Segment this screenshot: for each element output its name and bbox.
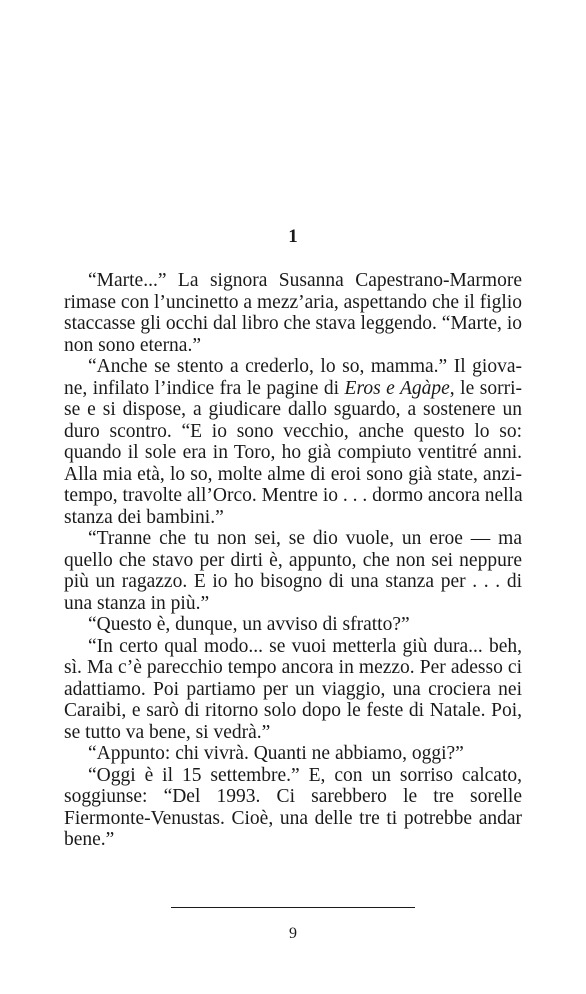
text-line — [64, 485, 522, 507]
text-line — [64, 421, 522, 443]
footer-rule — [171, 907, 415, 908]
text-run: sì. Ma c’è parecchio tempo ancora in mezzo. Per adesso ci — [64, 657, 522, 678]
text-line — [64, 786, 522, 808]
text-run: , le sorri- — [449, 377, 522, 399]
text-run: Caraibi, e sarò di ritorno solo dopo le feste di Natale. Poi, — [64, 700, 522, 721]
text-run: non sono eterna.” — [64, 334, 201, 356]
text-run: staccasse gli occhi dal libro che stava leggendo. “Marte, io — [64, 313, 522, 334]
text-run: bene.” — [64, 829, 115, 850]
text-run: “Anche se stento a crederlo, lo so, mamma.” Il giova- — [88, 356, 522, 377]
text-line — [64, 679, 522, 701]
text-run: “Questo è, dunque, un avviso di sfratto?” — [88, 614, 410, 635]
text-line — [64, 700, 522, 722]
text-run: “Oggi è il 15 settembre.” E, con un sorriso calcato, — [88, 764, 522, 786]
text-line — [64, 829, 522, 851]
text-line — [64, 442, 522, 464]
text-line — [64, 722, 522, 744]
text-line — [64, 571, 522, 593]
page-number: 9 — [289, 925, 297, 942]
text-line — [64, 550, 522, 572]
text-run: ne, infilato l’indice fra le pagine di — [64, 377, 345, 399]
text-line — [64, 614, 522, 636]
chapter-number: 1 — [288, 226, 298, 247]
text-run: “Tranne che tu non sei, se dio vuole, un eroe — ma — [88, 528, 522, 549]
text-run: se e si dispose, a giudicare dallo sguardo, a sostenere un — [64, 399, 522, 420]
text-run: se tutto va bene, si vedrà.” — [64, 721, 271, 743]
text-line — [64, 292, 522, 314]
text-line — [64, 356, 522, 378]
text-run: Alla mia età, lo so, molte alme di eroi sono già state, anzi- — [64, 463, 522, 485]
text-run: stanza dei bambini.” — [64, 506, 224, 528]
text-line — [64, 593, 522, 615]
text-line — [64, 270, 522, 292]
text-run: quello che stavo per dirti è, appunto, che non sei neppure — [64, 549, 522, 571]
text-run: tempo, travolte all’Orco. Mentre io . . . dormo ancora nella — [64, 485, 523, 506]
text-line — [64, 378, 522, 400]
text-run: adattiamo. Poi partiamo per un viaggio, una crociera nei — [64, 678, 522, 700]
text-line — [64, 313, 522, 335]
text-run: soggiunse: “Del 1993. Ci sarebbero le tre sorelle — [64, 786, 522, 807]
text-run: quando il sole era in Toro, ho già compiuto ventitré anni. — [64, 442, 522, 463]
text-line — [64, 528, 522, 550]
text-line — [64, 657, 522, 679]
text-line — [64, 743, 522, 765]
text-line — [64, 335, 522, 357]
text-run: “In certo qual modo... se vuoi metterla giù dura... beh, — [88, 635, 522, 657]
text-line — [64, 636, 522, 658]
text-line — [64, 808, 522, 830]
text-line — [64, 765, 522, 787]
text-run: duro scontro. “E io sono vecchio, anche questo lo so: — [64, 420, 522, 442]
text-line — [64, 507, 522, 529]
book-title-italic: Eros e Agàpe — [344, 377, 450, 399]
text-line — [64, 399, 522, 421]
text-run: rimase con l’uncinetto a mezz’aria, aspettando che il figlio — [64, 291, 522, 313]
text-run: una stanza in più.” — [64, 592, 210, 614]
text-run: “Marte...” La signora Susanna Capestrano-Marmore — [88, 270, 522, 291]
text-line — [64, 464, 522, 486]
text-run: più un ragazzo. E io ho bisogno di una stanza per . . . di — [64, 571, 522, 592]
chapter-body-text — [64, 270, 522, 851]
text-run: “Appunto: chi vivrà. Quanti ne abbiamo, oggi?” — [88, 743, 464, 764]
text-run: Fiermonte-Venustas. Cioè, una delle tre ti potrebbe andar — [64, 807, 522, 829]
